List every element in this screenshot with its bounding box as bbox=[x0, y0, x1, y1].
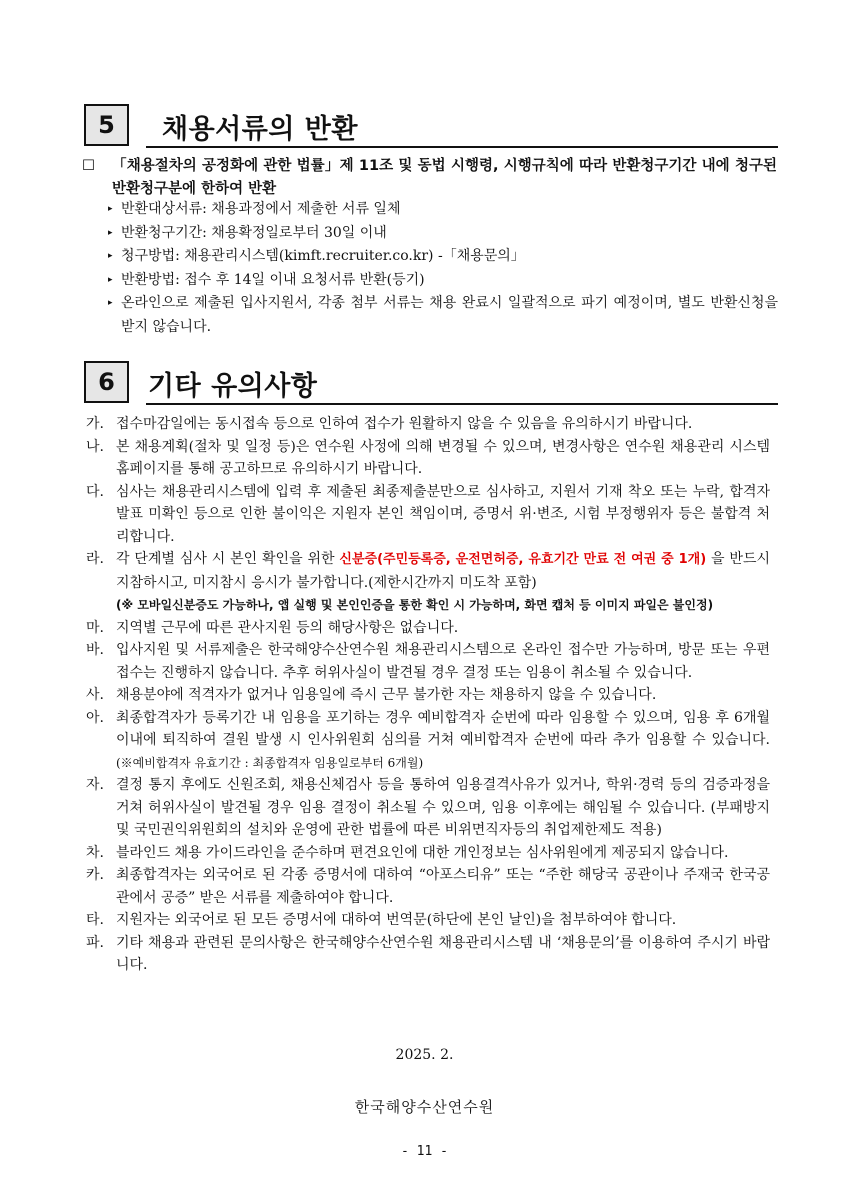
triangle-bullet-icon: ▸ bbox=[108, 274, 113, 285]
section-number-box: 5 bbox=[84, 104, 129, 146]
section-number-box: 6 bbox=[84, 361, 129, 403]
reserve-validity-note: (※예비합격자 유효기간 : 최종합격자 임용일로부터 6개월) bbox=[116, 755, 424, 770]
announcement-date: 2025. 2. bbox=[395, 1047, 454, 1063]
list-item: 가. 접수마감일에는 동시접속 등으로 인하여 접수가 원활하지 않을 수 있음을 유의하시기 바랍니다. bbox=[86, 416, 693, 432]
list-item: 바. 입사지원 및 서류제출은 한국해양수산연수원 채용관리시스템으로 온라인 접수만 가능하며, 방문 또는 우편접수는 진행하지 않습니다. 추후 허위사실이 발견될 경우 결정 또는 임용이 취소될 수 있습니다. bbox=[86, 642, 770, 681]
list-item: 아. 최종합격자가 등록기간 내 임용을 포기하는 경우 예비합격자 순번에 따라 임용할 수 있으며, 임용 후 6개월 이내에 퇴직하여 결원 발생 시 인사위원회 심의를 거쳐 예비합격자 순번에 따라 추가 임용할 수 있습니다. (※예비합격자 유효기간 : 최종합격자 임용일로부터 6개월) bbox=[86, 709, 770, 770]
triangle-bullet-icon: ▸ bbox=[108, 251, 113, 261]
return-bullet-list bbox=[108, 198, 778, 339]
section-title: 기타 유의사항 bbox=[148, 371, 318, 402]
lead-text: 「채용절차의 공정화에 관한 법률」제 11조 및 동법 시행령, 시행규칙에 따라 반환청구기간 내에 청구된 반환청구분에 한하여 반환 bbox=[112, 158, 777, 197]
triangle-bullet-icon: ▸ bbox=[108, 227, 113, 238]
list-item: ▸ 반환청구기간: 채용확정일로부터 30일 이내 bbox=[108, 222, 778, 246]
section-5-heading bbox=[84, 104, 778, 148]
list-item: 라. 각 단계별 심사 시 본인 확인을 위한 신분증(주민등록증, 운전면허증, 유효기간 만료 전 여권 중 1개) 을 반드시 지참하시고, 미지참시 응시가 불가합니다.(제한시간까지 미도착 포함) (※ 모바일신분증도 가능하나, 앱 실행 및 본인인증을 통한 확인 시 가능하며, 화면 캡처 등 이미지 파일은 불인정) bbox=[86, 548, 770, 617]
checkbox-square-icon: ☐ bbox=[82, 158, 95, 174]
section-underline bbox=[146, 146, 778, 148]
list-item: 타. 지원자는 외국어로 된 모든 증명서에 대하여 번역문(하단에 본인 날인)을 첨부하여야 합니다. bbox=[86, 912, 677, 928]
notice-list bbox=[86, 413, 770, 977]
list-item: 사. 채용분야에 적격자가 없거나 임용일에 즉시 근무 불가한 자는 채용하지 않을 수 있습니다. bbox=[86, 687, 657, 703]
triangle-bullet-icon: ▸ bbox=[108, 204, 113, 214]
page-number: - 11 - bbox=[401, 1144, 448, 1159]
list-item: 나. 본 채용계획(절차 및 일정 등)은 연수원 사정에 의해 변경될 수 있으며, 변경사항은 연수원 채용관리 시스템 홈페이지를 통해 공고하므로 유의하시기 바랍니다. bbox=[86, 438, 770, 477]
organization-name: 한국해양수산연수원 bbox=[354, 1098, 495, 1116]
list-item: ▸ 청구방법: 채용관리시스템(kimft.recruiter.co.kr) -「채용문의」 bbox=[108, 245, 778, 269]
list-item: 마. 지역별 근무에 따른 관사지원 등의 해당사항은 없습니다. bbox=[86, 619, 459, 636]
list-item: ▸ 온라인으로 제출된 입사지원서, 각종 첨부 서류는 채용 완료시 일괄적으로 파기 예정이며, 별도 반환신청을 받지 않습니다. bbox=[108, 292, 778, 339]
list-item: ▸ 반환방법: 접수 후 14일 이내 요청서류 반환(등기) bbox=[108, 269, 778, 293]
triangle-bullet-icon: ▸ bbox=[108, 298, 113, 308]
list-item: 카. 최종합격자는 외국어로 된 각종 증명서에 대하여 “아포스티유” 또는 “주한 해당국 공관이나 주재국 한국공관에서 공증” 받은 서류를 제출하여야 합니다. bbox=[86, 867, 770, 906]
section-5-lead bbox=[82, 155, 777, 201]
list-item: 자. 결정 통지 후에도 신원조회, 채용신체검사 등을 통하여 임용결격사유가 있거나, 학위·경력 등의 검증과정을 거쳐 허위사실이 발견될 경우 임용 결정이 취소될 수 있으며, 임용 이후에는 해임될 수 있습니다. (부패방지 및 국민권익위원회의 설치와 운영에 관한 법률에 따른 비위면직자등의 취업제한제도 적용) bbox=[86, 777, 770, 838]
mobile-id-note: (※ 모바일신분증도 가능하나, 앱 실행 및 본인인증을 통한 확인 시 가능하며, 화면 캡처 등 이미지 파일은 불인정) bbox=[116, 598, 714, 612]
list-item: ▸ 반환대상서류: 채용과정에서 제출한 서류 일체 bbox=[108, 198, 778, 222]
id-card-requirement: 신분증(주민등록증, 운전면허증, 유효기간 만료 전 여권 중 1개) bbox=[339, 552, 707, 567]
section-title: 채용서류의 반환 bbox=[162, 114, 358, 145]
section-6-heading bbox=[84, 361, 778, 405]
list-item: 파. 기타 채용과 관련된 문의사항은 한국해양수산연수원 채용관리시스템 내 ‘채용문의’를 이용하여 주시기 바랍니다. bbox=[86, 934, 770, 973]
list-item: 다. 심사는 채용관리시스템에 입력 후 제출된 최종제출분만으로 심사하고, 지원서 기재 착오 또는 누락, 합격자발표 미확인 등으로 인한 불이익은 지원자 본인 책임이며, 증명서 위·변조, 시험 부정행위자 등은 불합격 처리합니다. bbox=[86, 483, 770, 545]
list-item: 차. 블라인드 채용 가이드라인을 준수하며 편견요인에 대한 개인정보는 심사위원에게 제공되지 않습니다. bbox=[86, 844, 729, 861]
section-underline bbox=[146, 403, 778, 405]
